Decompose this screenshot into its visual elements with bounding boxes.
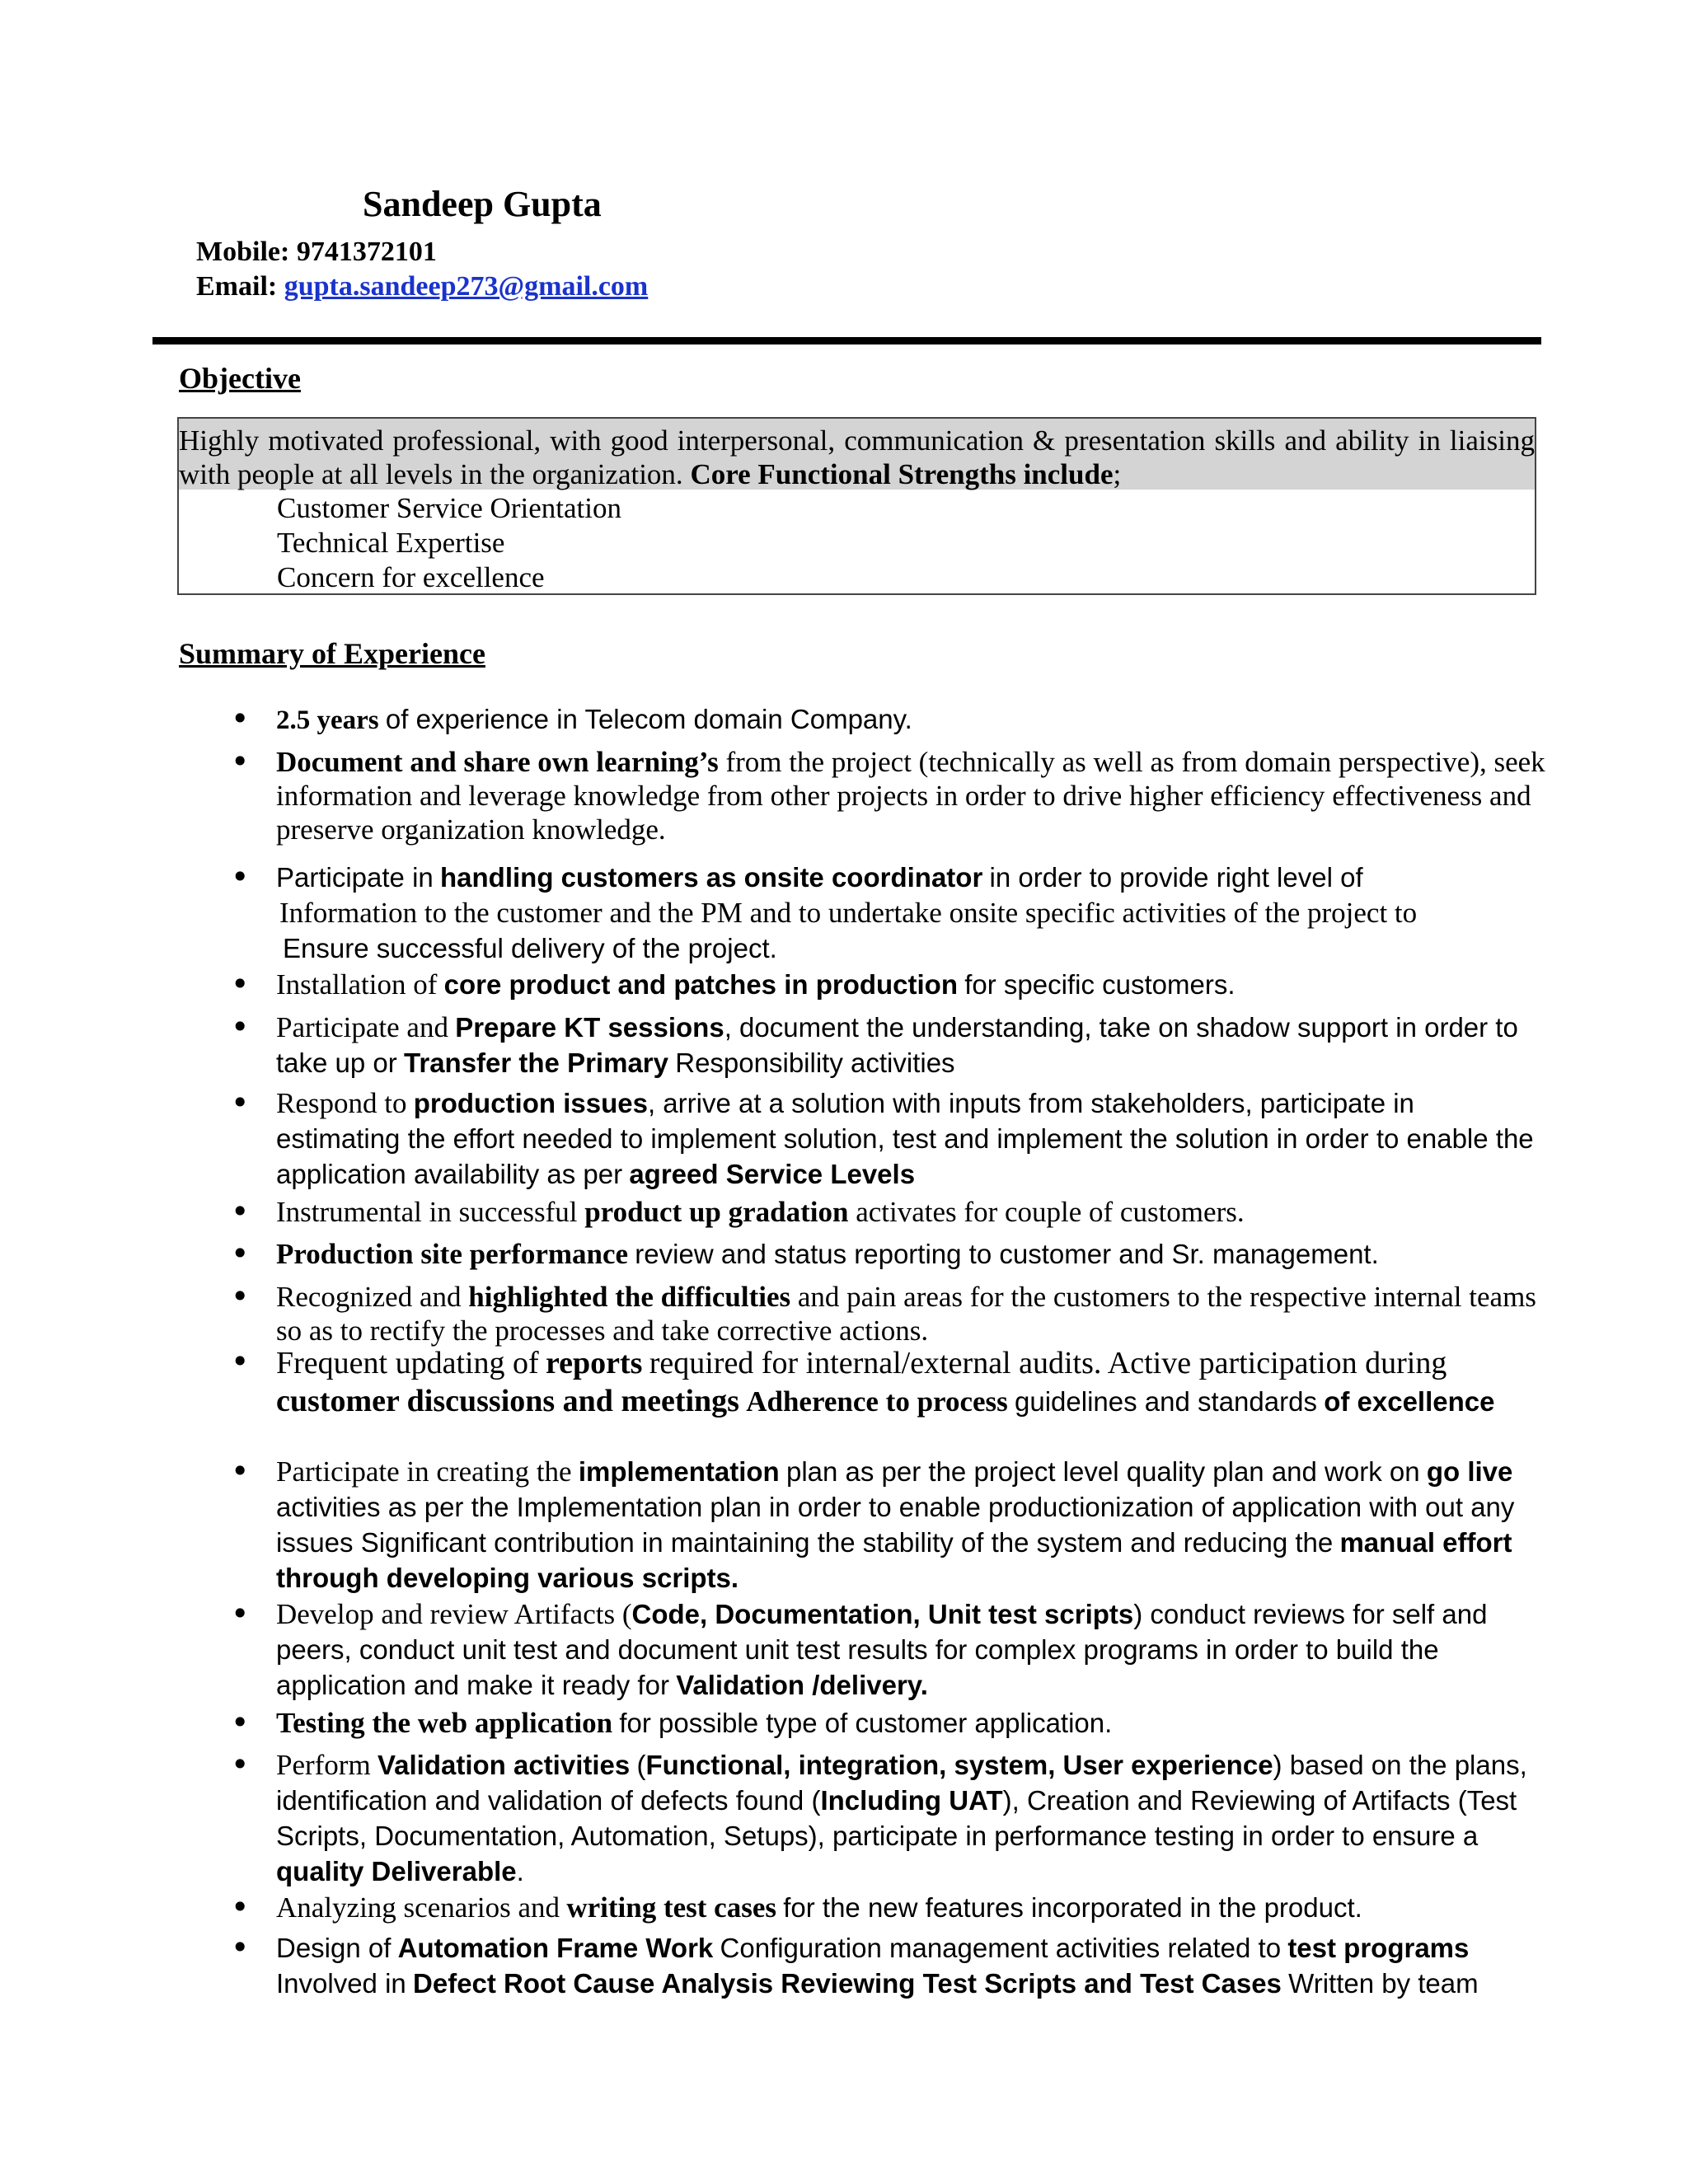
item-text: Written by team	[1288, 1968, 1479, 1999]
item-text: ), Creation and Reviewing of Artifacts (Test Scripts, Documentation, Automation, Setups), participate in performance testing in order to ensure a	[276, 1785, 1517, 1851]
objective-heading: Objective	[179, 362, 301, 395]
item-bold: Prepare KT sessions	[455, 1012, 724, 1043]
item-bold: test programs	[1287, 1933, 1470, 1963]
bullet-icon: •	[231, 1278, 250, 1315]
bullet-icon: •	[231, 1009, 250, 1045]
bullet-icon: •	[231, 1453, 250, 1489]
item-text: Information to the customer and the PM and to undertake onsite specific activities of the project to	[279, 897, 1418, 929]
summary-item	[276, 1891, 1545, 1926]
summary-item	[276, 1706, 1545, 1741]
item-text: , arrive at a solution with inputs from stakeholders, participate in estimating the effort needed to implement solution, test and implement the solution in order to enable the application availability as per	[276, 1088, 1534, 1189]
item-lead: Respond to	[276, 1087, 407, 1119]
item-text: (	[636, 1750, 646, 1780]
summary-item	[276, 860, 1545, 967]
item-text: , document the understanding, take on shadow support in order to take up or	[276, 1012, 1518, 1078]
bullet-icon: •	[231, 1929, 250, 1966]
email-link[interactable]: gupta.sandeep273@gmail.com	[284, 271, 649, 302]
objective-text	[179, 424, 1535, 491]
item-text: plan as per the project level quality plan and work on	[785, 1456, 1420, 1487]
email-line	[196, 271, 648, 302]
item-bold: 2.5 years	[276, 705, 379, 735]
item-bold: of excellence	[1324, 1386, 1495, 1417]
item-bold: reports	[545, 1346, 643, 1380]
item-bold: Document and share own learning’s	[276, 746, 719, 778]
item-lead: Frequent updating of	[276, 1346, 539, 1380]
item-lead: Perform	[276, 1749, 371, 1781]
bullet-icon: •	[231, 1746, 250, 1783]
item-text: for possible type of customer application.	[619, 1708, 1113, 1738]
item-lead: Design of	[276, 1933, 392, 1963]
summary-item	[276, 1931, 1545, 2002]
item-text: for the new features incorporated in the product.	[783, 1892, 1362, 1923]
summary-item	[276, 1455, 1545, 1596]
summary-item	[276, 1195, 1545, 1229]
item-text: Responsibility activities	[675, 1047, 955, 1078]
bullet-icon: •	[231, 859, 250, 895]
summary-item	[276, 702, 1545, 738]
strength-item: Technical Expertise	[277, 527, 505, 559]
item-bold: Defect Root Cause Analysis Reviewing Test Scripts and Test Cases	[413, 1968, 1282, 1999]
item-bold: quality Deliverable	[276, 1856, 517, 1886]
item-lead: Participate in	[276, 862, 434, 893]
item-text: ) based on the plans, identification and validation of defects found (	[276, 1750, 1527, 1816]
bullet-icon: •	[231, 1193, 250, 1230]
bullet-icon: •	[231, 1596, 250, 1632]
item-lead: Installation of	[276, 968, 438, 1001]
summary-item	[276, 1237, 1545, 1272]
summary-item	[276, 745, 1545, 846]
item-lead: Participate in creating the	[276, 1455, 572, 1488]
item-bold: Code, Documentation, Unit test scripts	[631, 1599, 1134, 1629]
summary-item	[276, 1597, 1545, 1704]
strengths-label: Core Functional Strengths include	[690, 458, 1114, 490]
item-bold: Validation /delivery.	[676, 1670, 928, 1700]
item-bold: Adherence to process	[746, 1385, 1008, 1418]
item-text: and pain areas for the customers to the respective internal teams so as to rectify the processes and take corrective actions.	[276, 1281, 1536, 1347]
summary-item	[276, 1280, 1545, 1347]
item-bold: core product and patches in production	[443, 969, 958, 1000]
item-text: Ensure successful delivery of the project.	[283, 933, 777, 963]
candidate-name: Sandeep Gupta	[363, 184, 602, 224]
item-bold: customer discussions and meetings	[276, 1384, 739, 1418]
item-bold: implementation	[578, 1456, 780, 1487]
objective-body: Highly motivated professional, with good interpersonal, communication & presentation skills and ability in liaising with people at all levels in the organization.	[179, 424, 1535, 490]
item-lead: Recognized and	[276, 1281, 462, 1313]
item-text: from the project (technically as well as from domain perspective), seek information and leverage knowledge from other projects in order to drive higher efficiency effectiveness and preserve organization knowledge.	[276, 746, 1545, 846]
item-text: ) conduct reviews for self and peers, conduct unit test and document unit test results for complex programs in order to build the application and make it ready for	[276, 1599, 1488, 1700]
item-bold: Automation Frame Work	[397, 1933, 714, 1963]
item-bold: agreed Service Levels	[629, 1159, 916, 1189]
mobile-value: 9741372101	[296, 237, 437, 267]
item-bold: Validation activities	[377, 1750, 631, 1780]
email-label: Email:	[196, 271, 278, 302]
item-text: guidelines and standards	[1015, 1386, 1317, 1417]
item-text: of experience in Telecom domain Company.	[385, 704, 912, 734]
item-bold: highlighted the difficulties	[468, 1281, 791, 1313]
item-bold: go live	[1426, 1456, 1513, 1487]
item-bold: production issues	[413, 1088, 648, 1118]
item-text: Involved in	[276, 1968, 406, 1999]
item-bold: Production site performance	[276, 1238, 629, 1270]
summary-item	[276, 1748, 1545, 1890]
summary-item	[276, 1345, 1545, 1421]
item-bold: Including UAT	[820, 1785, 1003, 1816]
item-text: for specific customers.	[964, 969, 1236, 1000]
item-text: activates for couple of customers.	[856, 1196, 1245, 1228]
bullet-icon: •	[231, 1343, 250, 1380]
summary-item	[276, 1010, 1545, 1081]
mobile-line	[196, 237, 437, 268]
bullet-icon: •	[231, 1085, 250, 1121]
item-bold: manual effort through developing various scripts.	[276, 1527, 1512, 1593]
item-text: review and status reporting to customer and Sr. management.	[635, 1239, 1379, 1269]
item-lead: Develop and review Artifacts (	[276, 1598, 632, 1630]
bullet-icon: •	[231, 966, 250, 1002]
item-text: required for internal/external audits. Active participation during	[649, 1346, 1447, 1380]
item-text: in order to provide right level of	[989, 862, 1363, 893]
bullet-icon: •	[231, 1889, 250, 1925]
item-text: .	[516, 1856, 524, 1886]
item-bold: Testing the web application	[276, 1707, 613, 1739]
strengths-suffix: ;	[1113, 458, 1122, 490]
summary-item	[276, 1086, 1545, 1193]
item-bold: Transfer the Primary	[404, 1047, 668, 1078]
objective-box	[177, 417, 1536, 595]
item-lead: Analyzing scenarios and	[276, 1891, 560, 1924]
bullet-icon: •	[231, 1704, 250, 1741]
item-bold: product up gradation	[584, 1196, 849, 1228]
strength-item: Customer Service Orientation	[277, 492, 621, 524]
item-text: Configuration management activities related to	[720, 1933, 1282, 1963]
bullet-icon: •	[231, 1235, 250, 1272]
item-lead: Instrumental in successful	[276, 1196, 578, 1228]
mobile-label: Mobile:	[196, 237, 290, 267]
item-text: activities as per the Implementation plan in order to enable productionization of application with out any issues Significant contribution in maintaining the stability of the system and reducing the	[276, 1492, 1515, 1558]
item-bold: Functional, integration, system, User experience	[645, 1750, 1273, 1780]
strength-item: Concern for excellence	[277, 561, 545, 593]
summary-heading: Summary of Experience	[179, 637, 485, 670]
summary-item	[276, 968, 1545, 1003]
bullet-icon: •	[231, 701, 250, 737]
item-bold: handling customers as onsite coordinator	[440, 862, 983, 893]
item-bold: writing test cases	[566, 1891, 776, 1924]
item-lead: Participate and	[276, 1011, 448, 1043]
bullet-icon: •	[231, 743, 250, 780]
header-divider	[152, 337, 1541, 344]
